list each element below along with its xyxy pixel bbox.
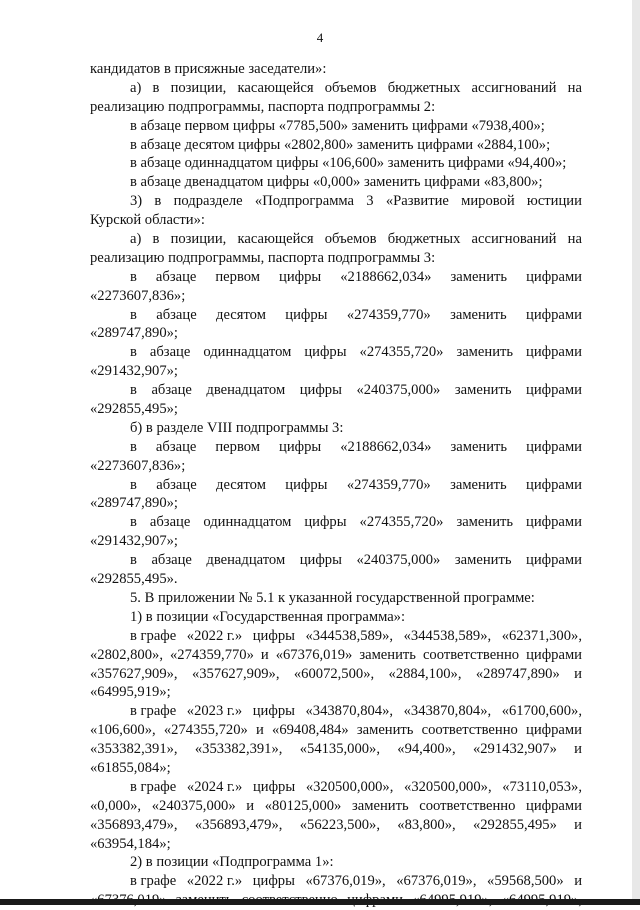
text-segment: объемов	[324, 231, 377, 248]
text-segment: «56223,500»,	[299, 816, 380, 833]
text-segment: «2188662,034»	[340, 438, 432, 455]
text-segment: абзаце	[151, 552, 192, 569]
text-segment: «63954,184»;	[90, 835, 171, 852]
text-segment: Курской области»:	[90, 212, 205, 229]
text-segment: позиции,	[170, 79, 227, 96]
text-segment: «73110,053»,	[502, 778, 582, 795]
text-line	[90, 438, 582, 457]
text-line	[90, 117, 582, 136]
text-segment: «2024 г.»	[186, 778, 243, 795]
text-segment: «343870,804»,	[305, 703, 394, 720]
text-line	[90, 494, 582, 513]
text-line	[90, 759, 582, 778]
text-line	[90, 306, 582, 325]
text-segment: «62371,300»,	[501, 627, 582, 644]
text-segment: «2802,800»,	[90, 646, 163, 663]
text-segment: «2273607,836»;	[90, 457, 186, 474]
text-segment: в	[130, 344, 137, 361]
text-segment: объемов	[324, 79, 377, 96]
text-segment: в	[130, 438, 137, 455]
text-segment: в	[130, 476, 137, 493]
text-segment: в	[152, 79, 160, 96]
text-segment: «357627,909»,	[90, 665, 178, 682]
text-segment: в графе	[130, 627, 177, 644]
text-segment: мировой	[461, 193, 515, 210]
text-segment: «64995,919»;	[90, 684, 171, 701]
text-line	[90, 249, 582, 268]
text-segment: «356893,479»,	[194, 816, 283, 833]
text-segment: «289747,890»	[475, 665, 560, 682]
text-segment: цифры	[252, 703, 295, 720]
text-segment: цифрами	[526, 514, 582, 531]
text-segment: цифры	[285, 306, 328, 323]
page-number: 4	[316, 30, 324, 45]
text-segment: «2022 г.»	[186, 627, 243, 644]
text-line	[90, 343, 582, 362]
text-segment: абзаце	[156, 306, 197, 323]
text-line	[90, 702, 582, 721]
text-segment: 3)	[130, 193, 143, 210]
text-segment: цифрами	[526, 646, 582, 663]
text-segment: «59568,500»	[487, 873, 564, 890]
text-segment: десятом	[216, 306, 266, 323]
text-segment: в абзаце двенадцатом цифры «0,000» заменить цифрами «83,800»;	[130, 174, 543, 191]
text-segment: 3	[366, 193, 374, 210]
scan-bottom-border	[0, 899, 640, 905]
text-line	[90, 230, 582, 249]
text-line	[90, 98, 582, 117]
text-segment: в	[130, 268, 137, 285]
text-segment: первом	[215, 268, 261, 285]
text-segment: заменить	[359, 646, 416, 663]
text-segment: «61700,600»,	[501, 703, 582, 720]
text-segment: цифрами	[526, 722, 582, 739]
text-line	[90, 551, 582, 570]
text-segment: «67376,019»	[275, 646, 353, 663]
text-segment: в	[152, 231, 160, 248]
text-segment: соответственно	[419, 797, 516, 814]
text-segment: цифры	[252, 778, 296, 795]
text-segment: и	[256, 722, 264, 739]
text-segment: «61855,084»;	[90, 759, 171, 776]
text-line	[90, 513, 582, 532]
text-segment: касающейся	[237, 79, 314, 96]
text-segment: и	[246, 797, 255, 814]
text-segment: «274355,720»	[359, 344, 444, 361]
text-line	[90, 797, 582, 816]
text-line	[90, 400, 582, 419]
text-line	[90, 627, 582, 646]
text-segment: в графе	[130, 703, 177, 720]
text-segment: «274355,720»	[163, 722, 248, 739]
text-segment: цифрами	[526, 382, 582, 399]
text-line	[90, 381, 582, 400]
text-segment: 5. В приложении № 5.1 к указанной государственной программе:	[130, 589, 535, 606]
document-body	[90, 60, 582, 910]
text-segment: заменить	[456, 514, 514, 531]
text-line	[90, 646, 582, 665]
text-segment: кандидатов в присяжные заседатели»:	[90, 61, 327, 77]
text-segment: «106,600»,	[90, 722, 156, 739]
text-segment: заменить	[450, 268, 508, 285]
text-line	[90, 778, 582, 797]
text-segment: и	[574, 873, 582, 890]
text-line	[90, 79, 582, 98]
text-segment: бюджетных	[387, 79, 461, 96]
text-line	[90, 835, 582, 854]
text-segment: ассигнований	[471, 231, 557, 248]
text-line	[90, 60, 582, 79]
text-segment: «291432,907»;	[90, 533, 178, 550]
text-segment: реализацию подпрограммы, паспорта подпрограммы 3:	[90, 249, 436, 266]
text-segment: и	[574, 741, 582, 758]
text-segment: заменить	[454, 382, 512, 399]
text-line	[90, 853, 582, 872]
text-segment: «274359,770»	[346, 306, 431, 323]
text-segment: одиннадцатом	[203, 514, 292, 531]
text-segment: двенадцатом	[206, 382, 286, 399]
text-segment: «320500,000»,	[305, 778, 394, 795]
text-line	[90, 287, 582, 306]
text-segment: в абзаце первом цифры «7785,500» заменить цифрами «7938,400»;	[130, 117, 545, 134]
text-segment: абзаце	[151, 382, 192, 399]
text-line	[90, 665, 582, 684]
text-segment: а)	[130, 79, 142, 96]
text-segment: соответственно	[421, 722, 518, 739]
text-segment: цифрами	[526, 797, 582, 814]
text-segment: цифрами	[526, 268, 582, 285]
text-line	[90, 740, 582, 759]
text-segment: цифры	[252, 627, 295, 644]
text-segment: цифры	[279, 268, 322, 285]
text-segment: «289747,890»;	[90, 495, 178, 512]
scan-edge	[632, 0, 640, 905]
text-segment: 2) в позиции «Подпрограмма 1»:	[130, 854, 334, 871]
text-segment: цифры	[299, 552, 342, 569]
text-segment: «2022 г.»	[186, 873, 243, 890]
text-segment: «320500,000»,	[404, 778, 492, 795]
text-segment: цифрами	[526, 344, 582, 361]
text-line	[90, 816, 582, 835]
text-segment: абзаце	[149, 514, 191, 531]
text-line	[90, 683, 582, 702]
text-segment: касающейся	[237, 231, 314, 248]
text-segment: цифры	[252, 873, 295, 890]
text-segment: «60072,500»,	[293, 665, 375, 682]
text-segment: ассигнований	[471, 79, 557, 96]
text-segment: первом	[215, 438, 261, 455]
text-segment: «291432,907»;	[90, 363, 178, 380]
text-segment: заменить	[450, 306, 507, 323]
text-segment: позиции,	[170, 231, 227, 248]
text-segment: цифрами	[526, 552, 582, 569]
text-segment: 1) в позиции «Государственная программа»:	[130, 608, 406, 625]
text-segment: «344538,589»,	[403, 627, 492, 644]
text-segment: цифрами	[526, 438, 582, 455]
text-segment: «80125,000»	[264, 797, 342, 814]
text-segment: цифрами	[526, 306, 582, 323]
text-segment: цифры	[285, 476, 328, 493]
text-segment: в	[130, 306, 137, 323]
text-segment: в	[154, 193, 162, 210]
text-line	[90, 268, 582, 287]
text-segment: цифры	[304, 344, 347, 361]
text-segment: «Подпрограмма	[254, 193, 355, 210]
text-segment: «0,000»,	[90, 797, 142, 814]
text-segment: «83,800»,	[397, 816, 456, 833]
text-segment: абзаце	[149, 344, 191, 361]
text-segment: «356893,479»,	[90, 816, 178, 833]
text-segment: «240375,000»	[356, 552, 441, 569]
text-segment: «292855,495».	[90, 571, 178, 588]
text-segment: соответственно	[422, 646, 520, 663]
text-segment: абзаце	[156, 476, 197, 493]
text-segment: «274359,770»	[346, 476, 431, 493]
text-segment: в	[130, 382, 137, 399]
text-line	[90, 173, 582, 192]
text-segment: «357627,909»,	[191, 665, 280, 682]
text-segment: «292855,495»;	[90, 401, 178, 418]
text-segment: абзаце	[155, 268, 197, 285]
text-segment: «54135,000»,	[299, 741, 380, 758]
text-segment: в абзаце десятом цифры «2802,800» заменить цифрами «2884,100»;	[130, 136, 551, 153]
text-segment: «343870,804»,	[403, 703, 492, 720]
text-segment: и	[260, 646, 269, 663]
text-segment: «94,400»,	[397, 741, 456, 758]
text-segment: в абзаце одиннадцатом цифры «106,600» заменить цифрами «94,400»;	[130, 155, 567, 172]
text-line	[90, 419, 582, 438]
text-line	[90, 570, 582, 589]
text-line	[90, 476, 582, 495]
text-segment: заменить	[450, 438, 508, 455]
text-segment: «2884,100»,	[388, 665, 462, 682]
text-segment: на	[567, 79, 582, 96]
text-segment: на	[567, 231, 582, 248]
text-segment: заменить	[356, 722, 414, 739]
text-line	[90, 362, 582, 381]
text-segment: в графе	[130, 778, 177, 795]
text-segment: «Развитие	[385, 193, 449, 210]
text-segment: десятом	[216, 476, 266, 493]
text-segment: а)	[130, 231, 142, 248]
text-line	[90, 721, 582, 740]
text-segment: «69408,484»	[272, 722, 349, 739]
text-segment: «289747,890»;	[90, 325, 178, 342]
text-line	[90, 872, 582, 891]
text-line	[90, 457, 582, 476]
text-segment: «2273607,836»;	[90, 287, 186, 304]
text-segment: б) в разделе VIII подпрограммы 3:	[130, 419, 344, 436]
text-segment: заменить	[450, 476, 507, 493]
text-segment: реализацию подпрограммы, паспорта подпрограммы 2:	[90, 98, 436, 115]
text-segment: «291432,907»	[472, 741, 557, 758]
text-segment: «353382,391»,	[194, 741, 283, 758]
text-segment: цифры	[304, 514, 347, 531]
text-segment: «2023 г.»	[186, 703, 243, 720]
text-segment: заменить	[352, 797, 409, 814]
text-segment: «274359,770»	[169, 646, 254, 663]
text-segment: подразделе	[173, 193, 243, 210]
text-segment: одиннадцатом	[203, 344, 292, 361]
text-line	[90, 608, 582, 627]
text-segment: двенадцатом	[206, 552, 286, 569]
text-segment: цифры	[299, 382, 342, 399]
text-segment: «240375,000»	[356, 382, 441, 399]
text-segment: «353382,391»,	[90, 741, 178, 758]
text-segment: «240375,000»	[151, 797, 236, 814]
text-segment: «274355,720»	[359, 514, 444, 531]
text-segment: «344538,589»,	[305, 627, 394, 644]
text-line	[90, 532, 582, 551]
text-segment: в графе	[130, 873, 177, 890]
text-line	[90, 589, 582, 608]
text-segment: «2188662,034»	[340, 268, 432, 285]
text-segment: и	[574, 816, 582, 833]
text-segment: абзаце	[155, 438, 197, 455]
text-line	[90, 154, 582, 173]
text-segment: заменить	[454, 552, 512, 569]
text-segment: цифрами	[526, 476, 582, 493]
text-line	[90, 136, 582, 155]
text-segment: «292855,495»	[472, 816, 557, 833]
text-segment: в	[130, 552, 137, 569]
text-line	[90, 192, 582, 211]
text-segment: в	[130, 514, 137, 531]
text-segment: цифры	[279, 438, 322, 455]
text-segment: «67376,019»,	[305, 873, 386, 890]
text-segment: и	[574, 665, 582, 682]
text-line	[90, 211, 582, 230]
text-segment: бюджетных	[387, 231, 461, 248]
text-segment: юстиции	[526, 193, 582, 210]
text-segment: «67376,019»,	[396, 873, 477, 890]
text-line	[90, 324, 582, 343]
text-segment: заменить	[456, 344, 514, 361]
